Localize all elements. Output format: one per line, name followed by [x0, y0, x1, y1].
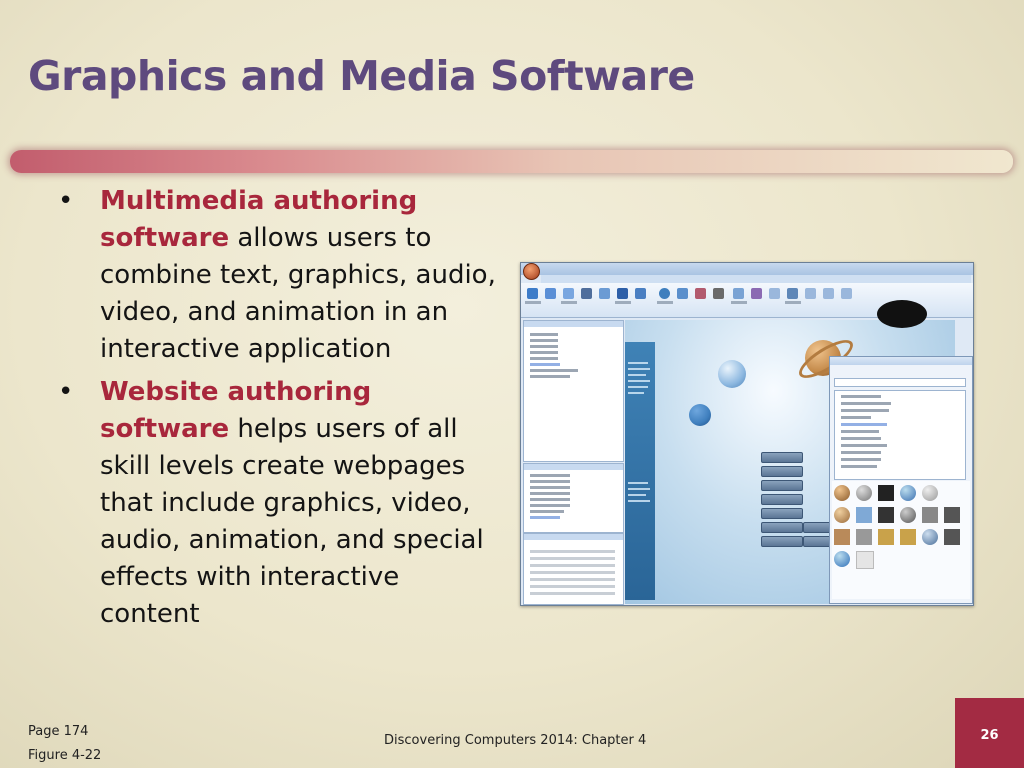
picture-icon [527, 288, 538, 299]
canvas-button [761, 466, 803, 477]
thumbnail-icon [944, 529, 960, 545]
ribbon-label [657, 301, 673, 304]
canvas-text-line [628, 386, 648, 388]
canvas-text-line [628, 482, 648, 484]
headline-icon [635, 288, 646, 299]
rectangle-icon [545, 288, 556, 299]
thumbnail-icon [922, 507, 938, 523]
canvas-text-line [628, 362, 648, 364]
tree-item [530, 339, 558, 342]
figure-titlebar [521, 263, 973, 275]
canvas-text-line [628, 494, 646, 496]
library-titlebar [830, 357, 972, 365]
bullet-item [58, 183, 503, 368]
thumbnail-icon [878, 507, 894, 523]
polygon-icon [563, 288, 574, 299]
embedded-document-icon [769, 288, 780, 299]
thumbnail-icon [944, 507, 960, 523]
tree-item [530, 351, 558, 354]
flash-icon [713, 288, 724, 299]
tree-item [841, 465, 877, 468]
tree-item [530, 492, 570, 495]
property-row [530, 550, 615, 553]
tree-item [530, 480, 570, 483]
thumbnail-icon [856, 485, 872, 501]
tree-item [841, 451, 881, 454]
canvas-sidebar-strip [625, 342, 655, 600]
tree-item [530, 498, 570, 501]
objects-pane [523, 463, 624, 533]
tree-item [530, 345, 558, 348]
pages-pane-header [524, 321, 623, 327]
bullet-text: helps users of all skill levels create webpages that include graphics, video, audio, animation, and special effects with interactive content [100, 414, 484, 629]
tree-item-selected [530, 363, 560, 366]
tree-item [530, 333, 558, 336]
thumbnail-icon [878, 485, 894, 501]
tree-item [841, 395, 881, 398]
canvas-text-line [628, 392, 644, 394]
tree-item [530, 357, 558, 360]
thumbnail-icon [834, 485, 850, 501]
ribbon-label [561, 301, 577, 304]
app-menu-orb-icon [523, 263, 540, 280]
tree-item [841, 444, 887, 447]
property-row [530, 557, 615, 560]
property-row [530, 578, 615, 581]
pages-pane [523, 320, 624, 462]
library-search-field [834, 378, 966, 387]
canvas-text-line [628, 374, 646, 376]
canvas-button [761, 452, 803, 463]
bullet-list [58, 183, 503, 639]
canvas-button [761, 494, 803, 505]
canvas-text-line [628, 488, 650, 490]
thumbnail-icon [856, 507, 872, 523]
bullet-marker: • [58, 377, 74, 407]
title-divider-bar [10, 150, 1013, 173]
ribbon-label [525, 301, 541, 304]
figure-app-screenshot [520, 262, 974, 606]
library-category-tree [834, 390, 966, 480]
slide-title: Graphics and Media Software [28, 52, 695, 100]
bullet-marker: • [58, 186, 74, 216]
animated-gif-icon [695, 288, 706, 299]
ribbon-label [785, 301, 801, 304]
canvas-button [761, 480, 803, 491]
bullet-term: Multimedia authoring software [100, 186, 418, 253]
property-row [530, 571, 615, 574]
tree-item [530, 375, 570, 378]
bullet-text: allows users to combine text, graphics, audio, video, and animation in an interactive application [100, 223, 496, 364]
bullet-item [58, 374, 503, 633]
ribbon-label [731, 301, 747, 304]
bump-map-icon [599, 288, 610, 299]
video-icon [677, 288, 688, 299]
animation-path-icon [751, 288, 762, 299]
canvas-button [761, 508, 803, 519]
canvas-button [761, 536, 803, 547]
thumbnail-icon [856, 551, 874, 569]
planet-icon [718, 360, 746, 388]
html-object-icon [787, 288, 798, 299]
thumbnail-icon [834, 551, 850, 567]
tree-item [841, 416, 871, 419]
tree-item [530, 504, 570, 507]
thumbnail-icon [900, 529, 916, 545]
tree-item [530, 486, 570, 489]
tree-item-selected [530, 516, 560, 519]
figure-reference: Figure 4-22 [28, 748, 102, 763]
activex-icon [841, 288, 852, 299]
thumbnail-icon [878, 529, 894, 545]
thumbnail-icon [834, 507, 850, 523]
properties-pane [523, 533, 624, 605]
tree-item [530, 510, 564, 513]
library-thumbnails [832, 481, 970, 599]
canvas-button [761, 522, 803, 533]
tree-item [841, 402, 891, 405]
canvas-text-line [628, 500, 650, 502]
property-row [530, 564, 615, 567]
page-reference: Page 174 [28, 724, 89, 739]
planet-icon [689, 404, 711, 426]
canvas-text-line [628, 380, 650, 382]
multimedia-library-window [829, 356, 973, 604]
objects-pane-header [524, 464, 623, 470]
list-box-icon [823, 288, 834, 299]
thumbnail-icon [922, 485, 938, 501]
ribbon-label [615, 301, 631, 304]
properties-pane-header [524, 534, 623, 540]
tree-item [841, 409, 889, 412]
tree-item [841, 458, 881, 461]
dark-planet-icon [877, 300, 927, 328]
thumbnail-icon [834, 529, 850, 545]
tree-item-selected [841, 423, 887, 426]
slide-number-box [955, 698, 1024, 768]
tree-item [530, 474, 570, 477]
bullet-term: Website authoring software [100, 377, 372, 444]
media-player-icon [659, 288, 670, 299]
canvas-text-line [628, 368, 650, 370]
tree-item [841, 430, 879, 433]
footer-title: Discovering Computers 2014: Chapter 4 [384, 733, 647, 748]
thumbnail-icon [900, 485, 916, 501]
property-row [530, 585, 615, 588]
figure-ribbon-tabs [541, 275, 971, 283]
thumbnail-icon [900, 507, 916, 523]
text-icon [617, 288, 628, 299]
tree-item [841, 437, 881, 440]
property-row [530, 592, 615, 595]
tree-item [530, 369, 578, 372]
footer-references [28, 720, 101, 768]
drawing-icon [581, 288, 592, 299]
slide-number: 26 [980, 728, 999, 743]
thumbnail-icon [922, 529, 938, 545]
input-object-icon [805, 288, 816, 299]
button-icon [733, 288, 744, 299]
thumbnail-icon [856, 529, 872, 545]
